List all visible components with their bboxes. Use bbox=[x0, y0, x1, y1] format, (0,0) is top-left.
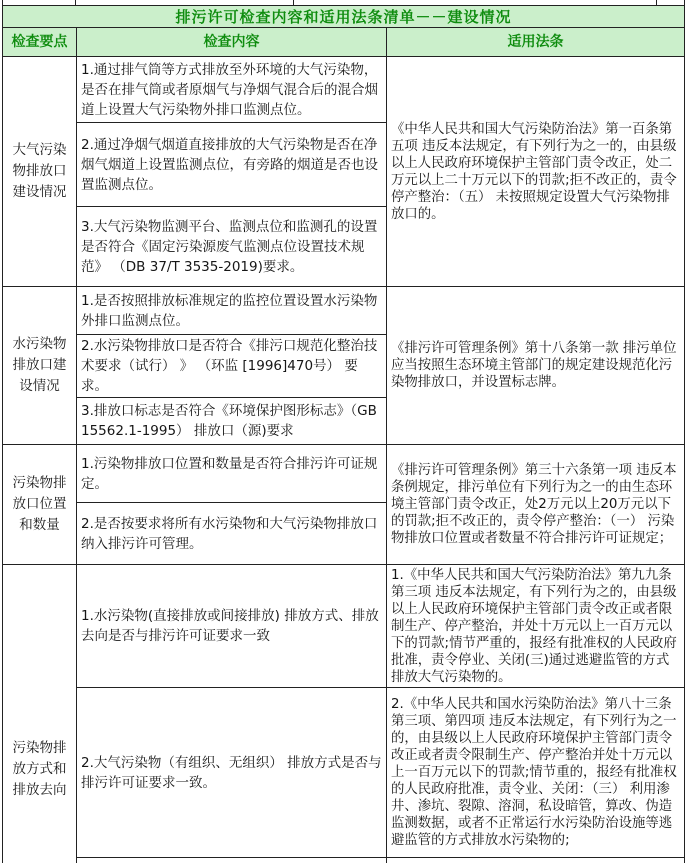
check-item-cell: 1.是否按照排放标准规定的监控位置设置水污染物外排口监测点位。 bbox=[77, 287, 387, 335]
check-item-cell: 3.排放口标志是否符合《环境保护图形标志》（GB 15562.1-1995） 排放口（源)要求 bbox=[77, 398, 387, 445]
law-cell: 《排污许可管理条例》第三十六条第一项 违反本条例规定，排污单位有下列行为之一的由生态环境主管部门责令改正，处2万元以上20万元以下的罚款;拒不改正的，责令停产整治：（一） 污染物排放口位置或者数量不符合排污许可证规定； bbox=[387, 445, 685, 565]
column-header-check-point: 检查要点 bbox=[3, 28, 77, 57]
law-cell: 《排污许可管理条例》第十八条第一款 排污单位应当按照生态环境主管部门的规定建设规范化污染物排放口，并设置标志牌。 bbox=[387, 287, 685, 445]
law-cell: 1.《中华人民共和国大气污染防治法》第九九条第三项 违反本法规定，有下列行为之的，由县级以上人民政府环境保护主管部门责令改正或者限制生产、停产整治，并处十万元以上一百万元以下的罚款;情节严重的，报经有批准权的人民政府批准，责令停业、关闭(三)通过逃避监管的方式排放大气污染物的。 bbox=[387, 565, 685, 688]
check-item-cell: 2.大气污染物（有组织、无组织） 排放方式是否与排污许可证要求一致。 bbox=[77, 688, 387, 858]
column-header-check-content: 检查内容 bbox=[77, 28, 387, 57]
check-item-cell-partial bbox=[77, 858, 387, 863]
check-item-cell: 2.是否按要求将所有水污染物和大气污染物排放口纳入排污许可管理。 bbox=[77, 503, 387, 565]
check-point-cell: 大气污染物排放口建设情况 bbox=[3, 57, 77, 287]
check-point-cell: 污染物排放口位置和数量 bbox=[3, 445, 77, 565]
law-cell: 《中华人民共和国大气污染防治法》第一百条第五项 违反本法规定，有下列行为之一的，由县级以上人民政府环境保护主管部门责令改正，处二万元以上二十万元以下的罚款;拒不改正的，责令停产整治：（五） 未按照规定设置大气污染物排放口的。 bbox=[387, 57, 685, 287]
check-item-cell: 3.大气污染物监测平台、监测点位和监测孔的设置是否符合《固定污染源废气监测点位设置技术规范》 （DB 37/T 3535-2019)要求。 bbox=[77, 207, 387, 287]
check-item-cell: 1.通过排气筒等方式排放至外环境的大气污染物，是否在排气筒或者原烟气与净烟气混合后的混合烟道上设置大气污染物外排口监测点位。 bbox=[77, 57, 387, 123]
law-cell: 2.《中华人民共和国水污染防治法》第八十三条第三项、第四项 违反本法规定，有下列行为之一的，由县级以上人民政府环境保护主管部门责令改正或者责令限制生产、停产整治并处十万元以上一百万元以下的罚款;情节重的，报经有批准权的人民政府批准，责令业、关闭：（三） 利用渗井、渗坑、裂隙、溶洞，私设暗管，算改、伪造监测数据，或者不正常运行水污染防治设施等逃避监管的方式排放水污染物的; bbox=[387, 688, 685, 858]
check-item-cell: 2.水污染物排放口是否符合《排污口规范化整治技术要求（试行） 》 （环监 [1996]470号） 要求。 bbox=[77, 335, 387, 398]
check-item-cell: 2.通过净烟气烟道直接排放的大气污染物是否在净烟气烟道上设置监测点位，有旁路的烟道是否也设置监测点位。 bbox=[77, 123, 387, 207]
check-point-cell: 污染物排放方式和排放去向 bbox=[3, 565, 77, 863]
check-point-cell: 水污染物排放口建设情况 bbox=[3, 287, 77, 445]
check-item-cell: 1.污染物排放口位置和数量是否符合排污许可证规定。 bbox=[77, 445, 387, 503]
law-cell-partial bbox=[387, 858, 685, 863]
column-header-applicable-law: 适用法条 bbox=[387, 28, 685, 57]
table-title: 排污许可检查内容和适用法条清单－－建设情况 bbox=[3, 6, 685, 28]
check-item-cell: 1.水污染物(直接排放或间接排放) 排放方式、排放去向是否与排污许可证要求一致 bbox=[77, 565, 387, 688]
